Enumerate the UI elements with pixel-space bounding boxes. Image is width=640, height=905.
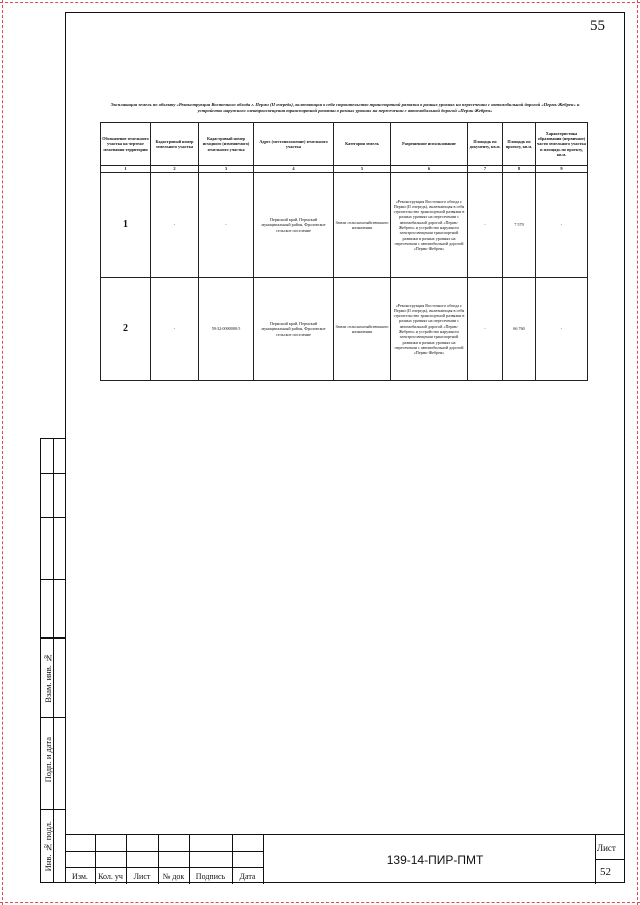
- index-cell: 7: [468, 166, 503, 173]
- title-block-label-signature: Подпись: [195, 872, 226, 881]
- side-stamp-column: [41, 439, 54, 637]
- permitted-use: «Реконструкция Восточного обхода г. Перми (II очередь), включающая в себя строительство транспортной развязки в разных уровнях на пересечении с автомобильной дорогой «Пермь-Жебреи» и устройство наружного электроосвещения транспортной развязки в разных уровнях на пересечении с автомобильной дорогой «Пермь-Жебреи»: [391, 278, 468, 381]
- source-cadastral-number: 59:32:0000000:5: [199, 278, 254, 381]
- table-header-row: [101, 123, 588, 166]
- index-cell: 1: [101, 166, 151, 173]
- cut-line-right: [637, 0, 638, 905]
- title-block-label-kol: Кол. уч: [98, 872, 123, 881]
- side-label-vzam: Взам. инв. №: [43, 653, 53, 703]
- table-row: [101, 173, 588, 278]
- land-explication-table: [100, 122, 588, 381]
- plot-id: 1: [101, 173, 151, 278]
- index-cell: 3: [199, 166, 254, 173]
- title-block-label-izm: Изм.: [72, 872, 88, 881]
- title-block-label-date: Дата: [239, 872, 256, 881]
- header-cell: Категория земель: [334, 123, 391, 166]
- area-by-document: -: [468, 278, 503, 381]
- index-cell: 5: [334, 166, 391, 173]
- header-cell: Кадастровый номер земельного участка: [151, 123, 199, 166]
- cut-line-bottom: [0, 902, 640, 903]
- index-cell: 2: [151, 166, 199, 173]
- index-cell: 9: [536, 166, 588, 173]
- header-cell: Площадь по проекту, кв.м.: [503, 123, 536, 166]
- land-category: Земли сельскохозяйственного назначения: [334, 278, 391, 381]
- side-stamp-upper: [40, 438, 66, 638]
- header-cell: Площадь по документу, кв.м.: [468, 123, 503, 166]
- index-cell: 4: [254, 166, 334, 173]
- source-cadastral-number: -: [199, 173, 254, 278]
- plot-id: 2: [101, 278, 151, 381]
- area-by-project: 66 760: [503, 278, 536, 381]
- title-block-label-doc: № док: [162, 872, 185, 881]
- side-label-inv: Инв. № подл.: [43, 821, 53, 872]
- cut-line-top: [0, 2, 640, 3]
- permitted-use: «Реконструкция Восточного обхода г. Перми (II очередь), включающая в себя строительство транспортной развязки в разных уровнях на пересечении с автомобильной дорогой «Пермь-Жебреи» и устройство наружного электроосвещения транспортной развязки в разных уровнях на пересечении с автомобильной дорогой «Пермь-Жебреи»: [391, 173, 468, 278]
- page-number: 55: [590, 18, 605, 34]
- header-cell: Кадастровый номер исходного (изменяемого) земельного участка: [199, 123, 254, 166]
- column-index-row: [101, 166, 588, 173]
- sheet-label: Лист: [597, 843, 616, 853]
- sheet-number: 52: [600, 866, 611, 878]
- area-by-document: -: [468, 173, 503, 278]
- index-cell: 6: [391, 166, 468, 173]
- header-cell: Характеристика образования (первичное) части земельного участка и площадь по проекту, кв.м.: [536, 123, 588, 166]
- cadastral-number: -: [151, 173, 199, 278]
- header-cell: Обозначение земельного участка на чертеже межевания территории: [101, 123, 151, 166]
- document-code: 139-14-ПИР-ПМТ: [386, 853, 484, 867]
- land-category: Земли сельскохозяйственного назначения: [334, 173, 391, 278]
- document-title: Экспликация земель по объекту «Реконструкция Восточного обхода г. Перми (II очередь), включающая в себя строительство транспортной развязки в разных уровнях на пересечении с автомобильной дорогой «Пермь-Жебреи» и устройство наружного электроосвещения транспортной развязки в разных уровнях на пересечении с автомобильной дорогой «Пермь-Жебреи»: [110, 102, 580, 114]
- cut-line-left: [2, 0, 3, 905]
- index-cell: 8: [503, 166, 536, 173]
- title-block-label-list: Лист: [133, 872, 151, 881]
- plot-address: Пермский край, Пермский муниципальный район, Фроловское сельское поселение: [254, 173, 334, 278]
- area-by-project: 7 579: [503, 173, 536, 278]
- side-label-podp: Подп. и дата: [43, 737, 53, 783]
- plot-address: Пермский край, Пермский муниципальный район, Фроловское сельское поселение: [254, 278, 334, 381]
- header-cell: Адрес (местоположение) земельного участка: [254, 123, 334, 166]
- table-row: [101, 278, 588, 381]
- header-cell: Разрешенное использование: [391, 123, 468, 166]
- side-stamp-lower: [40, 638, 66, 883]
- formation-characteristic: -: [536, 278, 588, 381]
- cadastral-number: -: [151, 278, 199, 381]
- formation-characteristic: -: [536, 173, 588, 278]
